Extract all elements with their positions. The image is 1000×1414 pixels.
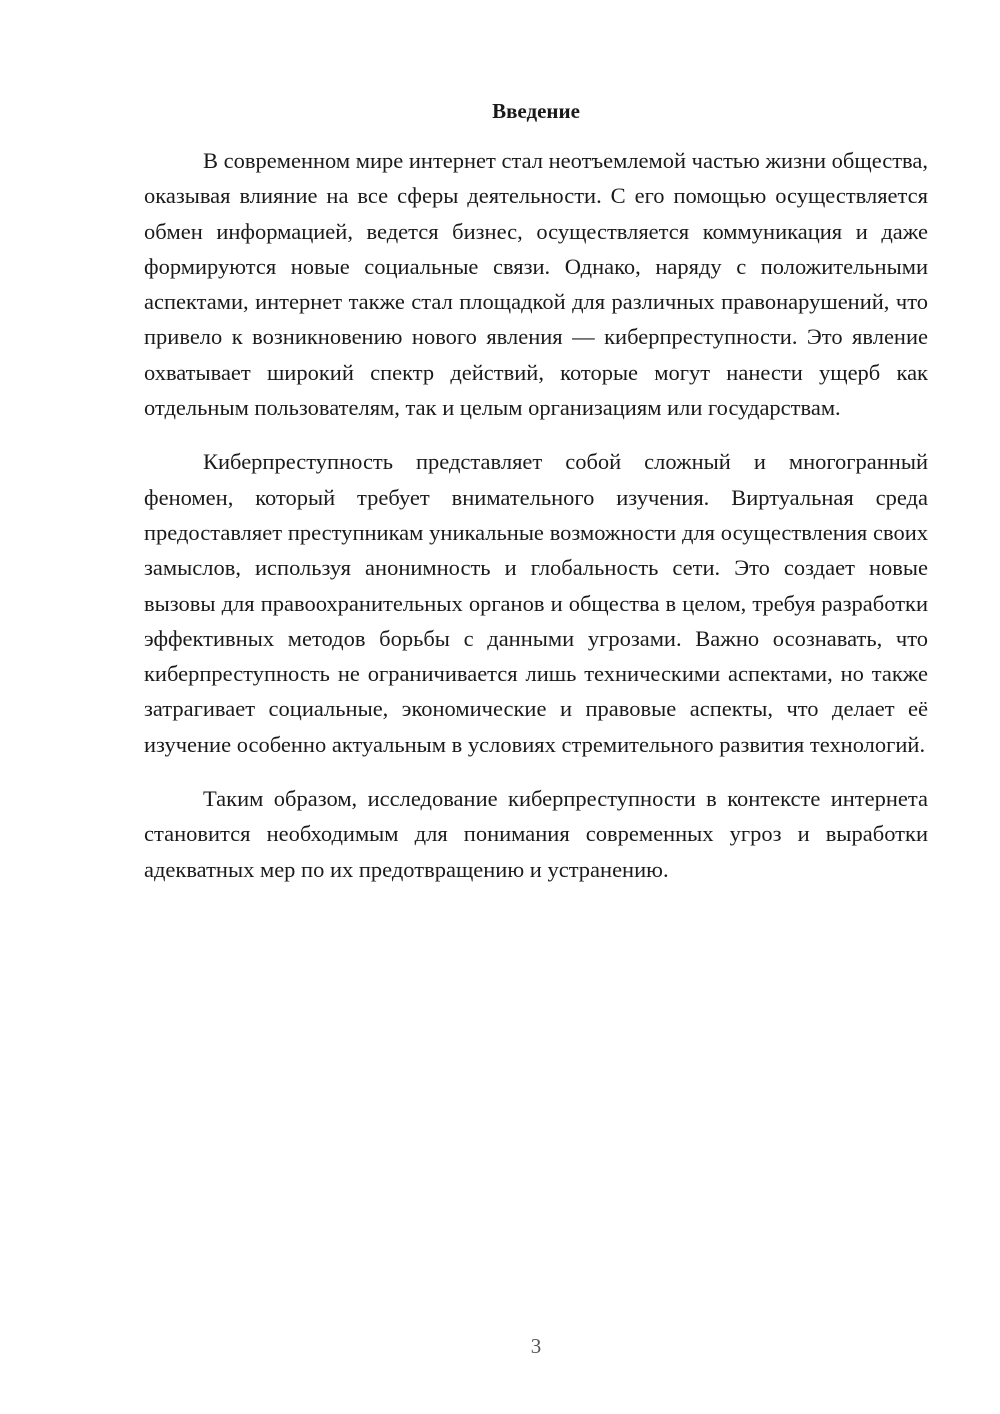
page-number: 3 — [530, 1334, 542, 1358]
paragraph-1: В современном мире интернет стал неотъемлемой частью жизни общества, оказывая влияние на все сферы деятельности. С его помощью осуществляется обмен информацией, ведется бизнес, осуществляется коммуникация и даже формируются новые социальные связи. Однако, наряду с положительными аспектами, интернет также стал площадкой для различных правонарушений, что привело к возникновению нового явления — киберпреступности. Это явление охватывает широкий спектр действий, которые могут нанести ущерб как отдельным пользователям, так и целым организациям или государствам. — [144, 148, 928, 421]
paragraph-3: Таким образом, исследование киберпреступности в контексте интернета становится необходимым для понимания современных угроз и выработки адекватных мер по их предотвращению и устранению. — [144, 786, 928, 882]
body-text — [144, 143, 928, 906]
paragraph-2: Киберпреступность представляет собой сложный и многогранный феномен, который требует внимательного изучения. Виртуальная среда предоставляет преступникам уникальные возможности для осуществления своих замыслов, используя анонимность и глобальность сети. Это создает новые вызовы для правоохранительных органов и общества в целом, требуя разработки эффективных методов борьбы с данными угрозами. Важно осознавать, что киберпреступность не ограничивается лишь техническими аспектами, но также затрагивает социальные, экономические и правовые аспекты, что делает её изучение особенно актуальным в условиях стремительного развития технологий. — [144, 449, 928, 757]
section-heading: Введение — [492, 99, 580, 123]
